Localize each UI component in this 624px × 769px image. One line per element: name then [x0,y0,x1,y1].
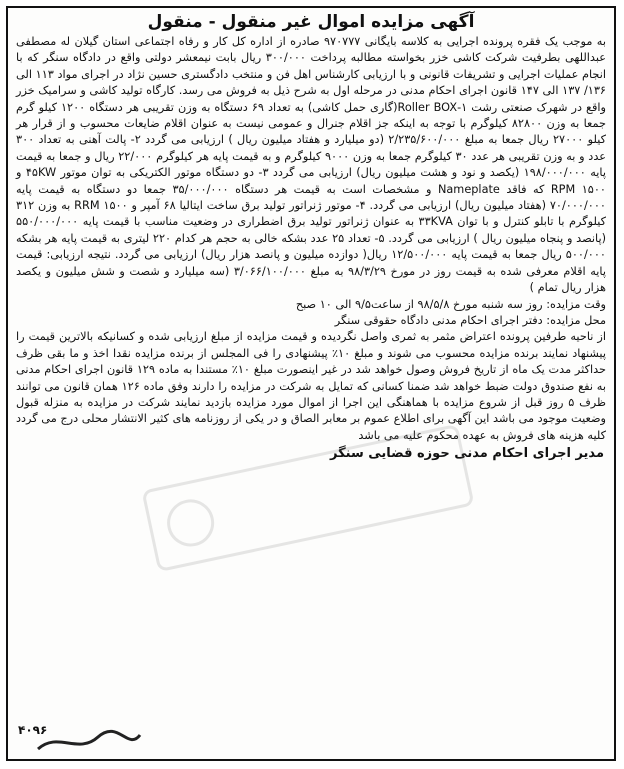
notice-paragraph-items: به موجب یک فقره پرونده اجرایی به کلاسه بایگانی ۹۷۰۷۷۷ صادره از اداره کل کار و رفاه اجتماعی استان گیلان له مصطفی عبداللهی بطرفیت شرکت کاشی خزر بخواسته مطالبه پرداخت ۳۰۰/۰۰۰ ریال بابت نیمعشر دولتی واقع در دادگاه سنگر که با انجام عملیات اجرایی و تشریفات قانونی و با ارزیابی کارشناس اهل فن و منتخب دادگستری حسین نژاد در اجرای مواد ۱۱۳ الی ۱۳۶/ ۱۳۷ الی ۱۴۷ قانون اجرای احکام مدنی در مرحله اول به شرح ذیل به فروش می رسد. کارگاه تولید کاشی و سرامیک خزر واقع در شهرک صنعتی رشت ۱-Roller BOX(گاری حمل کاشی) به تعداد ۶۹ دستگاه به وزن تقریبی هر دستگاه ۱۲۰۰ کیلو گرم جمعا به وزن ۸۲۸۰۰ کیلوگرم با توجه به اینکه جز اقلام جنرال و عمومی نیست به عنوان اقلام ضایعات محسوب و از قرار هر کیلو ۲۷۰۰۰ ریال جمعا به مبلغ ۲/۲۳۵/۶۰۰/۰۰۰ (دو میلیارد و هفتاد میلیون ریال ) ارزیابی می گردد ۲- پالت آهنی به تعداد ۳۰۰ عدد و به وزن تقریبی هر عدد ۳۰ کیلوگرم جمعا به وزن ۹۰۰۰ کیلوگرم و به قیمت پایه هر کیلوگرم ۲۲/۰۰۰ ریال و جمعا به قیمت پایه ۱۹۸/۰۰۰/۰۰۰ (یکصد و نود و هشت میلیون ریال) ارزیابی می گردد ۳- دو دستگاه موتور الکتریکی به توان موتور ۴۵KW و ۱۵۰۰ RPM که فاقد Nameplate و مشخصات است به قیمت هر دستگاه ۳۵/۰۰۰/۰۰۰ جمعا دو دستگاه به قیمت پایه ۷۰/۰۰۰/۰۰۰ (هفتاد میلیون ریال) ارزیابی می گردد. ۴- موتور ژنراتور تولید برق ساخت ایتالیا ۶۸ آمپر و ۱۵۰۰ RRM به وزن ۳۱۲ کیلوگرم با تابلو کنترل و با توان ۳۳KVA به عنوان ژنراتور تولید برق اضطراری در وضعیت مناسب با قیمت پایه ۵۵۰/۰۰۰/۰۰۰ (پانصد و پنجاه میلیون ریال ) ارزیابی می گردد. ۵- تعداد ۲۵ عدد بشکه خالی به حجم هر کدام ۲۲۰ لیتری به قیمت پایه هر بشکه ۵۰۰/۰۰۰ ریال جمعا به قیمت پایه ۱۲/۵۰۰/۰۰۰ ریال( دوازده میلیون و پانصد هزار ریال) ارزیابی می گردد. نتیجه ارزیابی: قیمت پایه اقلام معرفی شده به قیمت روز در مورخ ۹۸/۳/۲۹ به مبلغ ۳/۰۶۶/۱۰۰/۰۰۰ (سه میلیارد و شصت و شش میلیون و یکصد هزار ریال تمام ) [16,35,607,295]
notice-paragraph-terms: از ناحیه طرفین پرونده اعتراض مثمر به ثمری واصل نگردیده و قیمت مزایده از مبلغ ارزیابی شده و کسانیکه بالاترین قیمت را پیشنهاد نمایند برنده مزایده محسوب می شوند و مبلغ ۱۰٪ پیشنهادی را فی المجلس از برنده مزایده نقدا اخذ و ما بقی ظرف حداکثر مدت یک ماه از تاریخ فروش وصول خواهد شد در غیر اینصورت مبلغ ۱۰٪ مستندا به ماده ۱۲۹ قانون اجرای احکام مدنی به نفع صندوق دولت ضبط خواهد شد ضمنا کسانی که تمایل به شرکت در مزایده را دارند وفق ماده ۱۲۶ همان قانون می توانند ظرف ۵ روز قبل از شروع مزایده با هماهنگی این اجرا از اموال مورد مزایده بازدید نمایند شرکت در مزایده به منزله قبول وضعیت موجود می باشد این آگهی برای اطلاع عموم بر معابر الصاق و در یکی از روزنامه های کثیر الانتشار محلی درج می گردد کلیه هزینه های فروش به عهده محکوم علیه می باشد [16,330,607,442]
notice-auction-place: محل مزایده: دفتر اجرای احکام مدنی دادگاه حقوقی سنگر [334,313,606,327]
notice-auction-time: وقت مزایده: روز سه شنبه مورخ ۹۸/۵/۸ از ساعت۹/۵ الی ۱۰ صبح [295,297,606,311]
notice-title: آگهی مزایده اموال غیر منقول - منقول [147,12,475,32]
notice-body [8,34,614,444]
notice-signature: مدیر اجرای احکام مدنی حوزه قضایی سنگر [329,446,604,462]
ad-code: ۴۰۹۶ [18,723,48,737]
notice-frame [6,6,616,761]
